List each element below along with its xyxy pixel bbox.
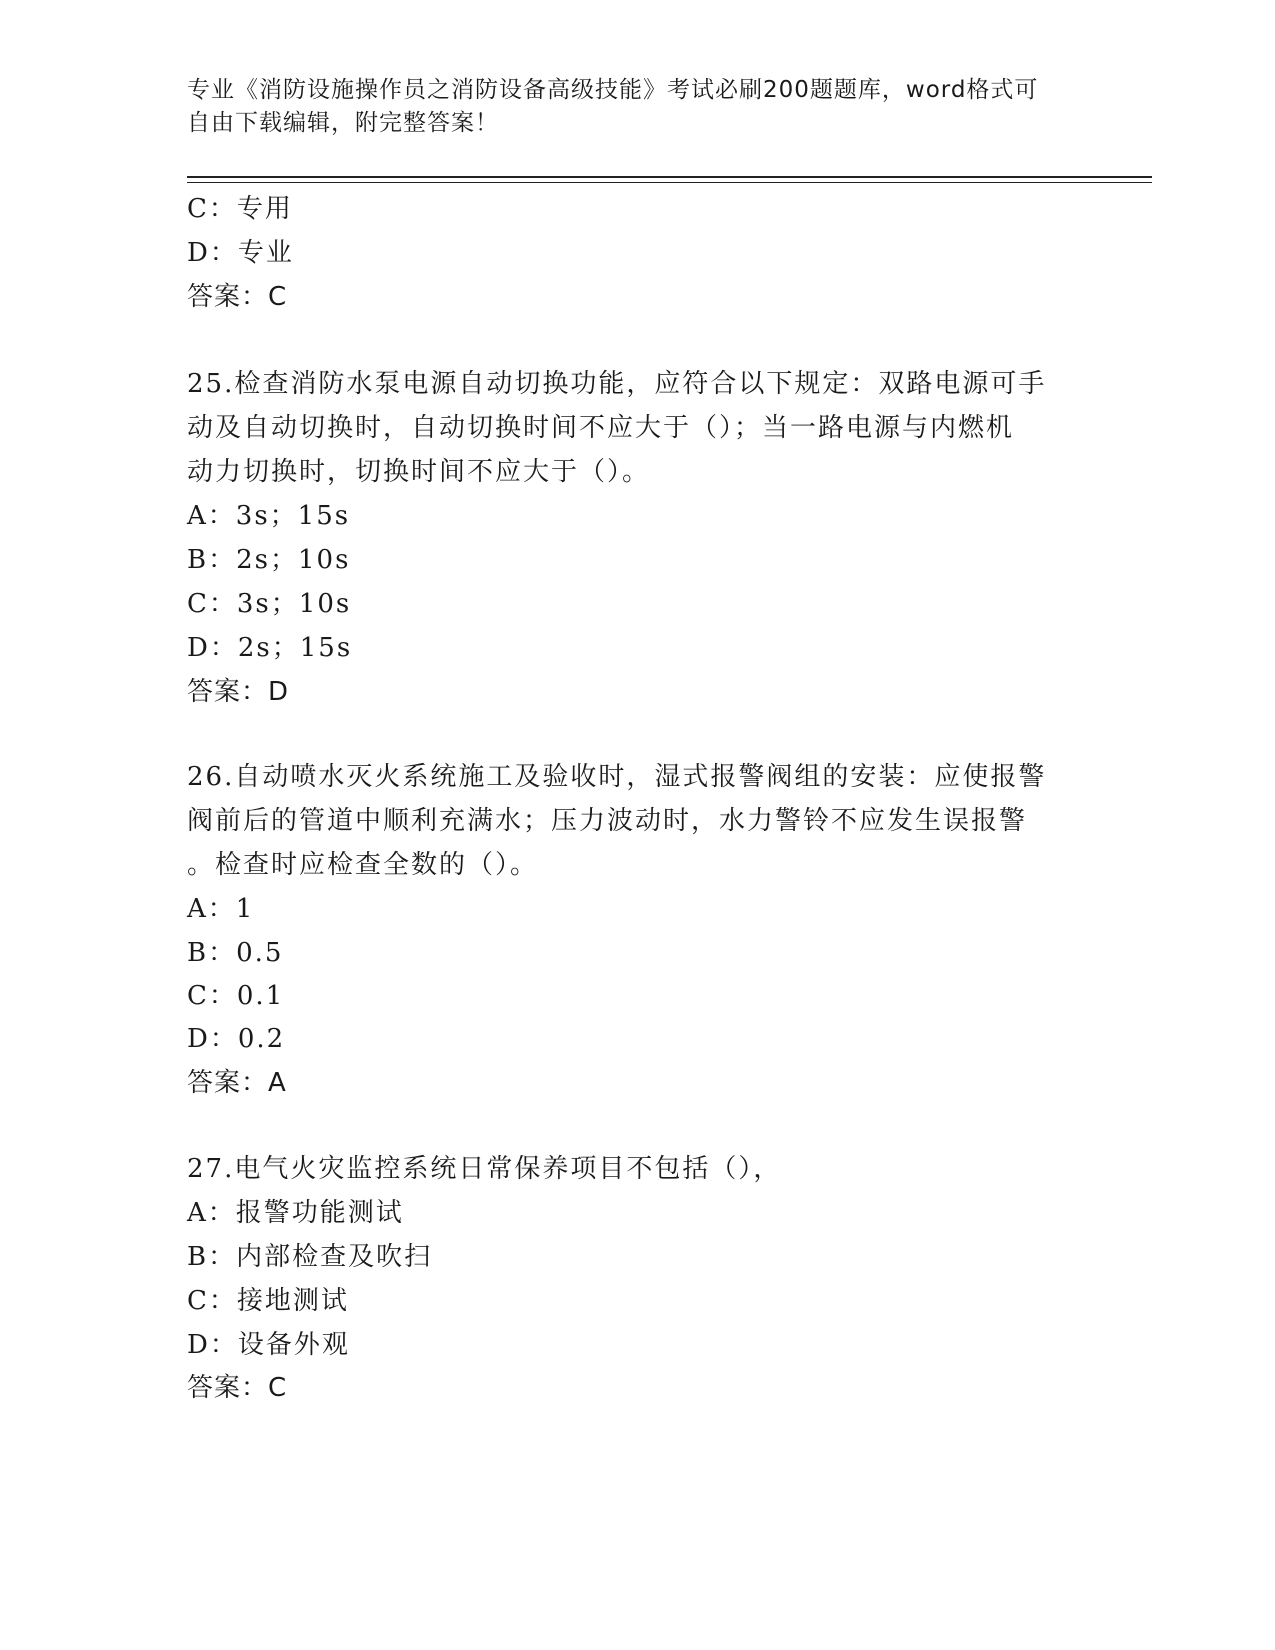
answer-label: 答案：C [187, 282, 288, 312]
question-25-option-a: A：3s；15s [187, 501, 351, 531]
question-27-line-1: 27.电气火灾监控系统日常保养项目不包括（）， [187, 1154, 782, 1184]
question-26-option-a: A：1 [187, 894, 255, 924]
question-25-option-d: D：2s；15s [187, 633, 353, 663]
question-26-line-3: 。检查时应检查全数的（）。 [187, 850, 539, 880]
option-c: C：专用 [187, 194, 293, 224]
question-25-line-3: 动力切换时，切换时间不应大于（）。 [187, 457, 651, 487]
header-divider-thick [187, 176, 1152, 178]
header-text [187, 74, 1067, 140]
question-26-answer: 答案：A [187, 1068, 287, 1098]
question-26-option-c: C：0.1 [187, 981, 285, 1011]
header-line-2: 自由下载编辑，附完整答案！ [187, 110, 499, 136]
option-d: D：专业 [187, 238, 294, 268]
question-26-line-1: 26.自动喷水灭火系统施工及验收时，湿式报警阀组的安装：应使报警 [187, 762, 1047, 792]
header-line-1: 专业《消防设施操作员之消防设备高级技能》考试必刷200题题库，word格式可 [187, 77, 1039, 103]
question-27-option-a: A：报警功能测试 [187, 1198, 404, 1228]
question-25-option-c: C：3s；10s [187, 589, 352, 619]
question-26-option-d: D：0.2 [187, 1024, 286, 1054]
question-27-answer: 答案：C [187, 1373, 288, 1403]
question-26-line-2: 阀前后的管道中顺利充满水；压力波动时，水力警铃不应发生误报警 [187, 806, 1028, 836]
question-25-answer: 答案：D [187, 677, 290, 707]
question-25-option-b: B：2s；10s [187, 545, 351, 575]
question-25-line-2: 动及自动切换时，自动切换时间不应大于（）；当一路电源与内燃机 [187, 413, 1015, 443]
question-27-option-c: C：接地测试 [187, 1286, 349, 1316]
question-26-option-b: B：0.5 [187, 938, 284, 968]
question-25-line-1: 25.检查消防水泵电源自动切换功能，应符合以下规定：双路电源可手 [187, 369, 1047, 399]
question-27-option-b: B：内部检查及吹扫 [187, 1242, 433, 1272]
question-27-option-d: D：设备外观 [187, 1330, 350, 1360]
header-divider-thin [187, 182, 1152, 183]
